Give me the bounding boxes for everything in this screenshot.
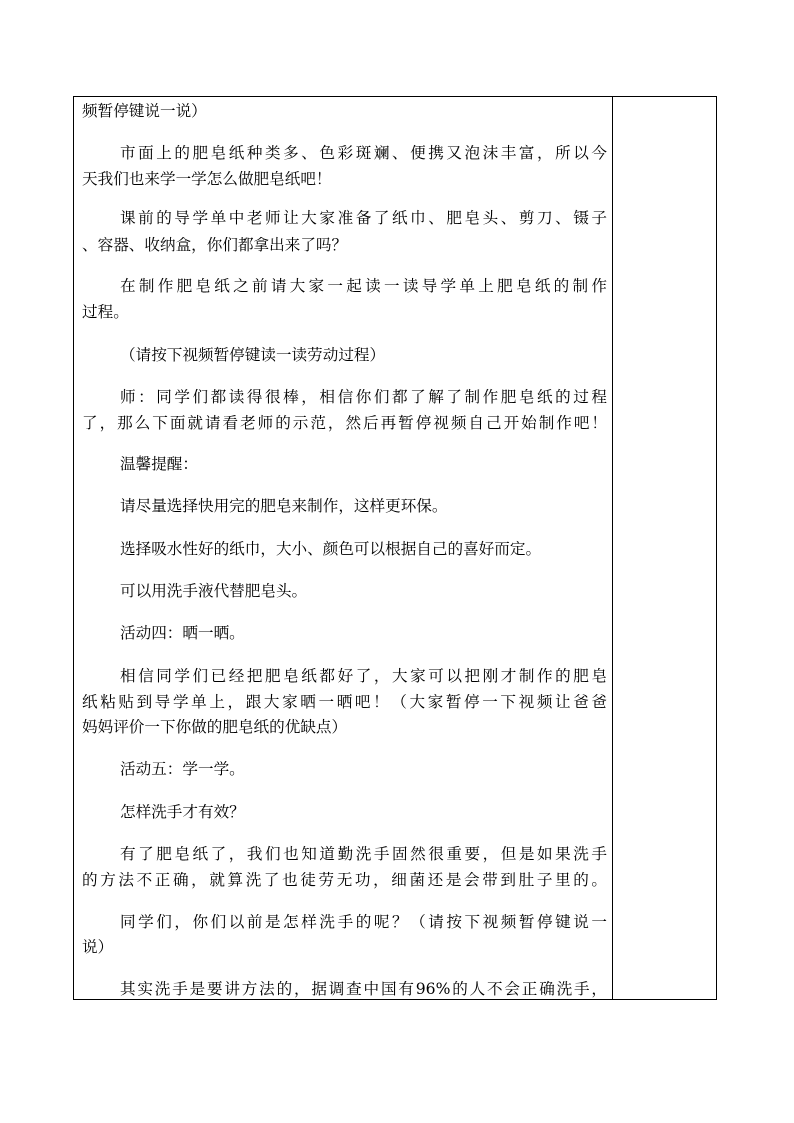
text-line: 过程。 xyxy=(82,303,129,321)
text-line: 活动四：晒一晒。 xyxy=(120,624,245,642)
text-line: 妈妈评价一下你做的肥皂纸的优缺点） xyxy=(82,718,348,736)
text-line: 活动五：学一学。 xyxy=(120,760,245,778)
text-line: 师：同学们都读得很棒，相信你们都了解了制作肥皂纸的过程 xyxy=(120,388,607,406)
text-line: 温馨提醒： xyxy=(120,455,198,473)
text-line: 的方法不正确，就算洗了也徒劳无功，细菌还是会带到肚子里的。 xyxy=(82,871,607,889)
text-line: 、容器、收纳盒，你们都拿出来了吗？ xyxy=(82,236,348,254)
text-line: 课前的导学单中老师让大家准备了纸巾、肥皂头、剪刀、镊子 xyxy=(120,209,607,227)
text-line: 选择吸水性好的纸巾，大小、颜色可以根据自己的喜好而定。 xyxy=(120,540,542,558)
text-line: 市面上的肥皂纸种类多、色彩斑斓、便携又泡沫丰富，所以今 xyxy=(120,144,607,162)
text-line: （请按下视频暂停键读一读劳动过程） xyxy=(120,346,386,364)
text-line: 纸粘贴到导学单上，跟大家晒一晒吧！（大家暂停一下视频让爸爸 xyxy=(82,693,607,711)
text-line: 说） xyxy=(82,938,114,956)
text-line: 了，那么下面就请看老师的示范，然后再暂停视频自己开始制作吧！ xyxy=(82,414,607,432)
text-line: 相信同学们已经把肥皂纸都好了，大家可以把刚才制作的肥皂 xyxy=(120,667,607,685)
text-line: 频暂停键说一说） xyxy=(82,102,207,120)
text-line: 有了肥皂纸了，我们也知道勤洗手固然很重要，但是如果洗手 xyxy=(120,845,607,863)
notes-cell xyxy=(613,97,716,999)
content-cell xyxy=(74,97,612,999)
text-line: 可以用洗手液代替肥皂头。 xyxy=(120,582,308,600)
text-line: 天我们也来学一学怎么做肥皂纸吧！ xyxy=(82,170,332,188)
lesson-table xyxy=(73,96,717,1000)
text-line: 其实洗手是要讲方法的，据调查中国有96%的人不会正确洗手， xyxy=(120,980,607,998)
text-line: 怎样洗手才有效？ xyxy=(120,803,245,821)
text-line: 同学们，你们以前是怎样洗手的呢？（请按下视频暂停键说一 xyxy=(120,913,607,931)
text-line: 在制作肥皂纸之前请大家一起读一读导学单上肥皂纸的制作 xyxy=(120,277,607,295)
text-line: 请尽量选择快用完的肥皂来制作，这样更环保。 xyxy=(120,497,448,515)
